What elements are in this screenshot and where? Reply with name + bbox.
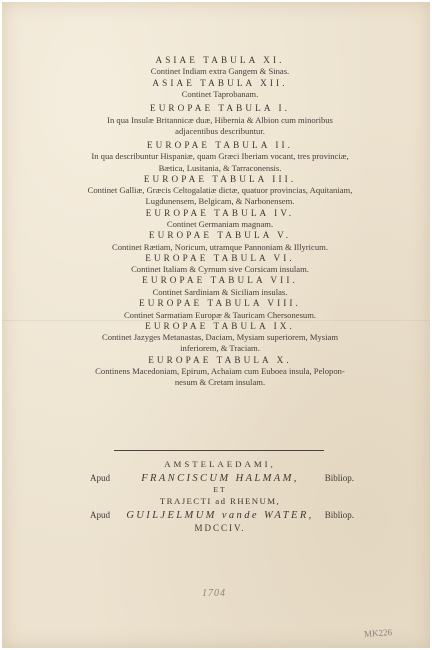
entry-heading: EUROPAE TABULA VI. — [145, 252, 295, 263]
entry-description: In qua Insulæ Britannicæ duæ, Hibernia & Albion cum minoribus — [107, 114, 333, 125]
entry-heading: EUROPAE TABULA VIII. — [139, 298, 301, 309]
entry-heading: EUROPAE TABULA I. — [149, 103, 291, 114]
contents-entry — [42, 321, 398, 355]
contents-entry — [42, 174, 398, 208]
imprint-year: MDCCIV. — [194, 523, 246, 533]
entry-description: Continet Jazyges Metanastas, Daciam, Mysiam superiorem, Mysiam — [101, 332, 339, 343]
entry-description: Continet Taprobanam. — [181, 89, 259, 100]
entry-description: Continet Galliæ, Græcis Celtogalatiæ dictæ, quatuor provincias, Aquitaniam, — [87, 185, 353, 196]
book-page — [2, 2, 430, 648]
contents-entry — [42, 253, 398, 276]
entry-description: In qua describuntur Hispaniæ, quam Græci Iberiam vocant, tres provinciæ, — [91, 151, 349, 162]
entry-heading: EUROPAE TABULA X. — [148, 354, 292, 365]
bibliop-label: Bibliop. — [324, 473, 354, 483]
imprint-publisher-line — [42, 508, 398, 522]
entry-heading: ASIAE TABULA XI. — [155, 55, 285, 65]
contents-entry — [42, 275, 398, 298]
entry-heading: EUROPAE TABULA IV. — [145, 207, 295, 218]
entry-description: Continet Italiam & Cyrnum sive Corsicam insulam. — [131, 264, 309, 275]
contents-entry — [42, 55, 398, 78]
contents-entry — [42, 140, 398, 174]
entry-heading: ASIAE TABULA XII. — [152, 77, 288, 88]
contents-entry — [42, 208, 398, 231]
entry-heading: EUROPAE TABULA V. — [148, 230, 292, 241]
pencil-catalog-code: MK226 — [363, 627, 393, 639]
entry-description: nesum & Cretam insulam. — [174, 377, 266, 388]
entry-description: Continet Sarmatiam Europæ & Tauricam Chersonesum. — [123, 309, 317, 320]
entry-description: Continet Sardiniam & Siciliam insulas. — [152, 286, 288, 297]
apud-label: Apud — [90, 510, 110, 520]
entry-description: Bætica, Lusitania, & Tarraconensis. — [158, 162, 282, 173]
entry-description: Continet Germaniam magnam. — [166, 219, 274, 230]
entry-description: Continens Macedoniam, Epirum, Achaiam cum Euboea insula, Pelopon- — [95, 365, 345, 376]
table-of-contents — [42, 55, 398, 388]
entry-description: inferiorem, & Traciam. — [180, 343, 260, 354]
entry-heading: EUROPAE TABULA IX. — [145, 320, 295, 331]
horizontal-rule — [114, 450, 324, 451]
contents-entry — [42, 298, 398, 321]
bibliop-label: Bibliop. — [324, 510, 354, 520]
apud-label: Apud — [90, 473, 110, 483]
imprint — [42, 458, 398, 535]
pencil-date-note: 1704 — [202, 588, 226, 599]
publisher-name: GUILJELMUM vande WATER, — [126, 510, 314, 521]
contents-entry — [42, 78, 398, 101]
publisher-name: FRANCISCUM HALMAM, — [141, 473, 299, 484]
entry-description: Continet Rætiam, Noricum, utramque Pannoniam & Illyricum. — [111, 241, 328, 252]
entry-heading: EUROPAE TABULA VII. — [142, 275, 298, 286]
contents-entry — [42, 230, 398, 253]
entry-description: Lugdunensem, Belgicam, & Narbonensem. — [145, 196, 295, 207]
imprint-publisher-line — [42, 471, 398, 485]
entry-heading: EUROPAE TABULA II. — [146, 140, 294, 151]
entry-description: Continet Indiam extra Gangem & Sinas. — [150, 66, 290, 77]
imprint-city: AMSTELAEDAMI, — [164, 459, 276, 469]
contents-entry — [42, 103, 398, 137]
imprint-city-second: TRAJECTI ad RHENUM, — [159, 496, 281, 506]
entry-description: adjacentibus describuntur. — [175, 125, 265, 136]
entry-heading: EUROPAE TABULA III. — [143, 173, 297, 184]
contents-entry — [42, 355, 398, 389]
imprint-conjunction: ET — [213, 485, 227, 494]
